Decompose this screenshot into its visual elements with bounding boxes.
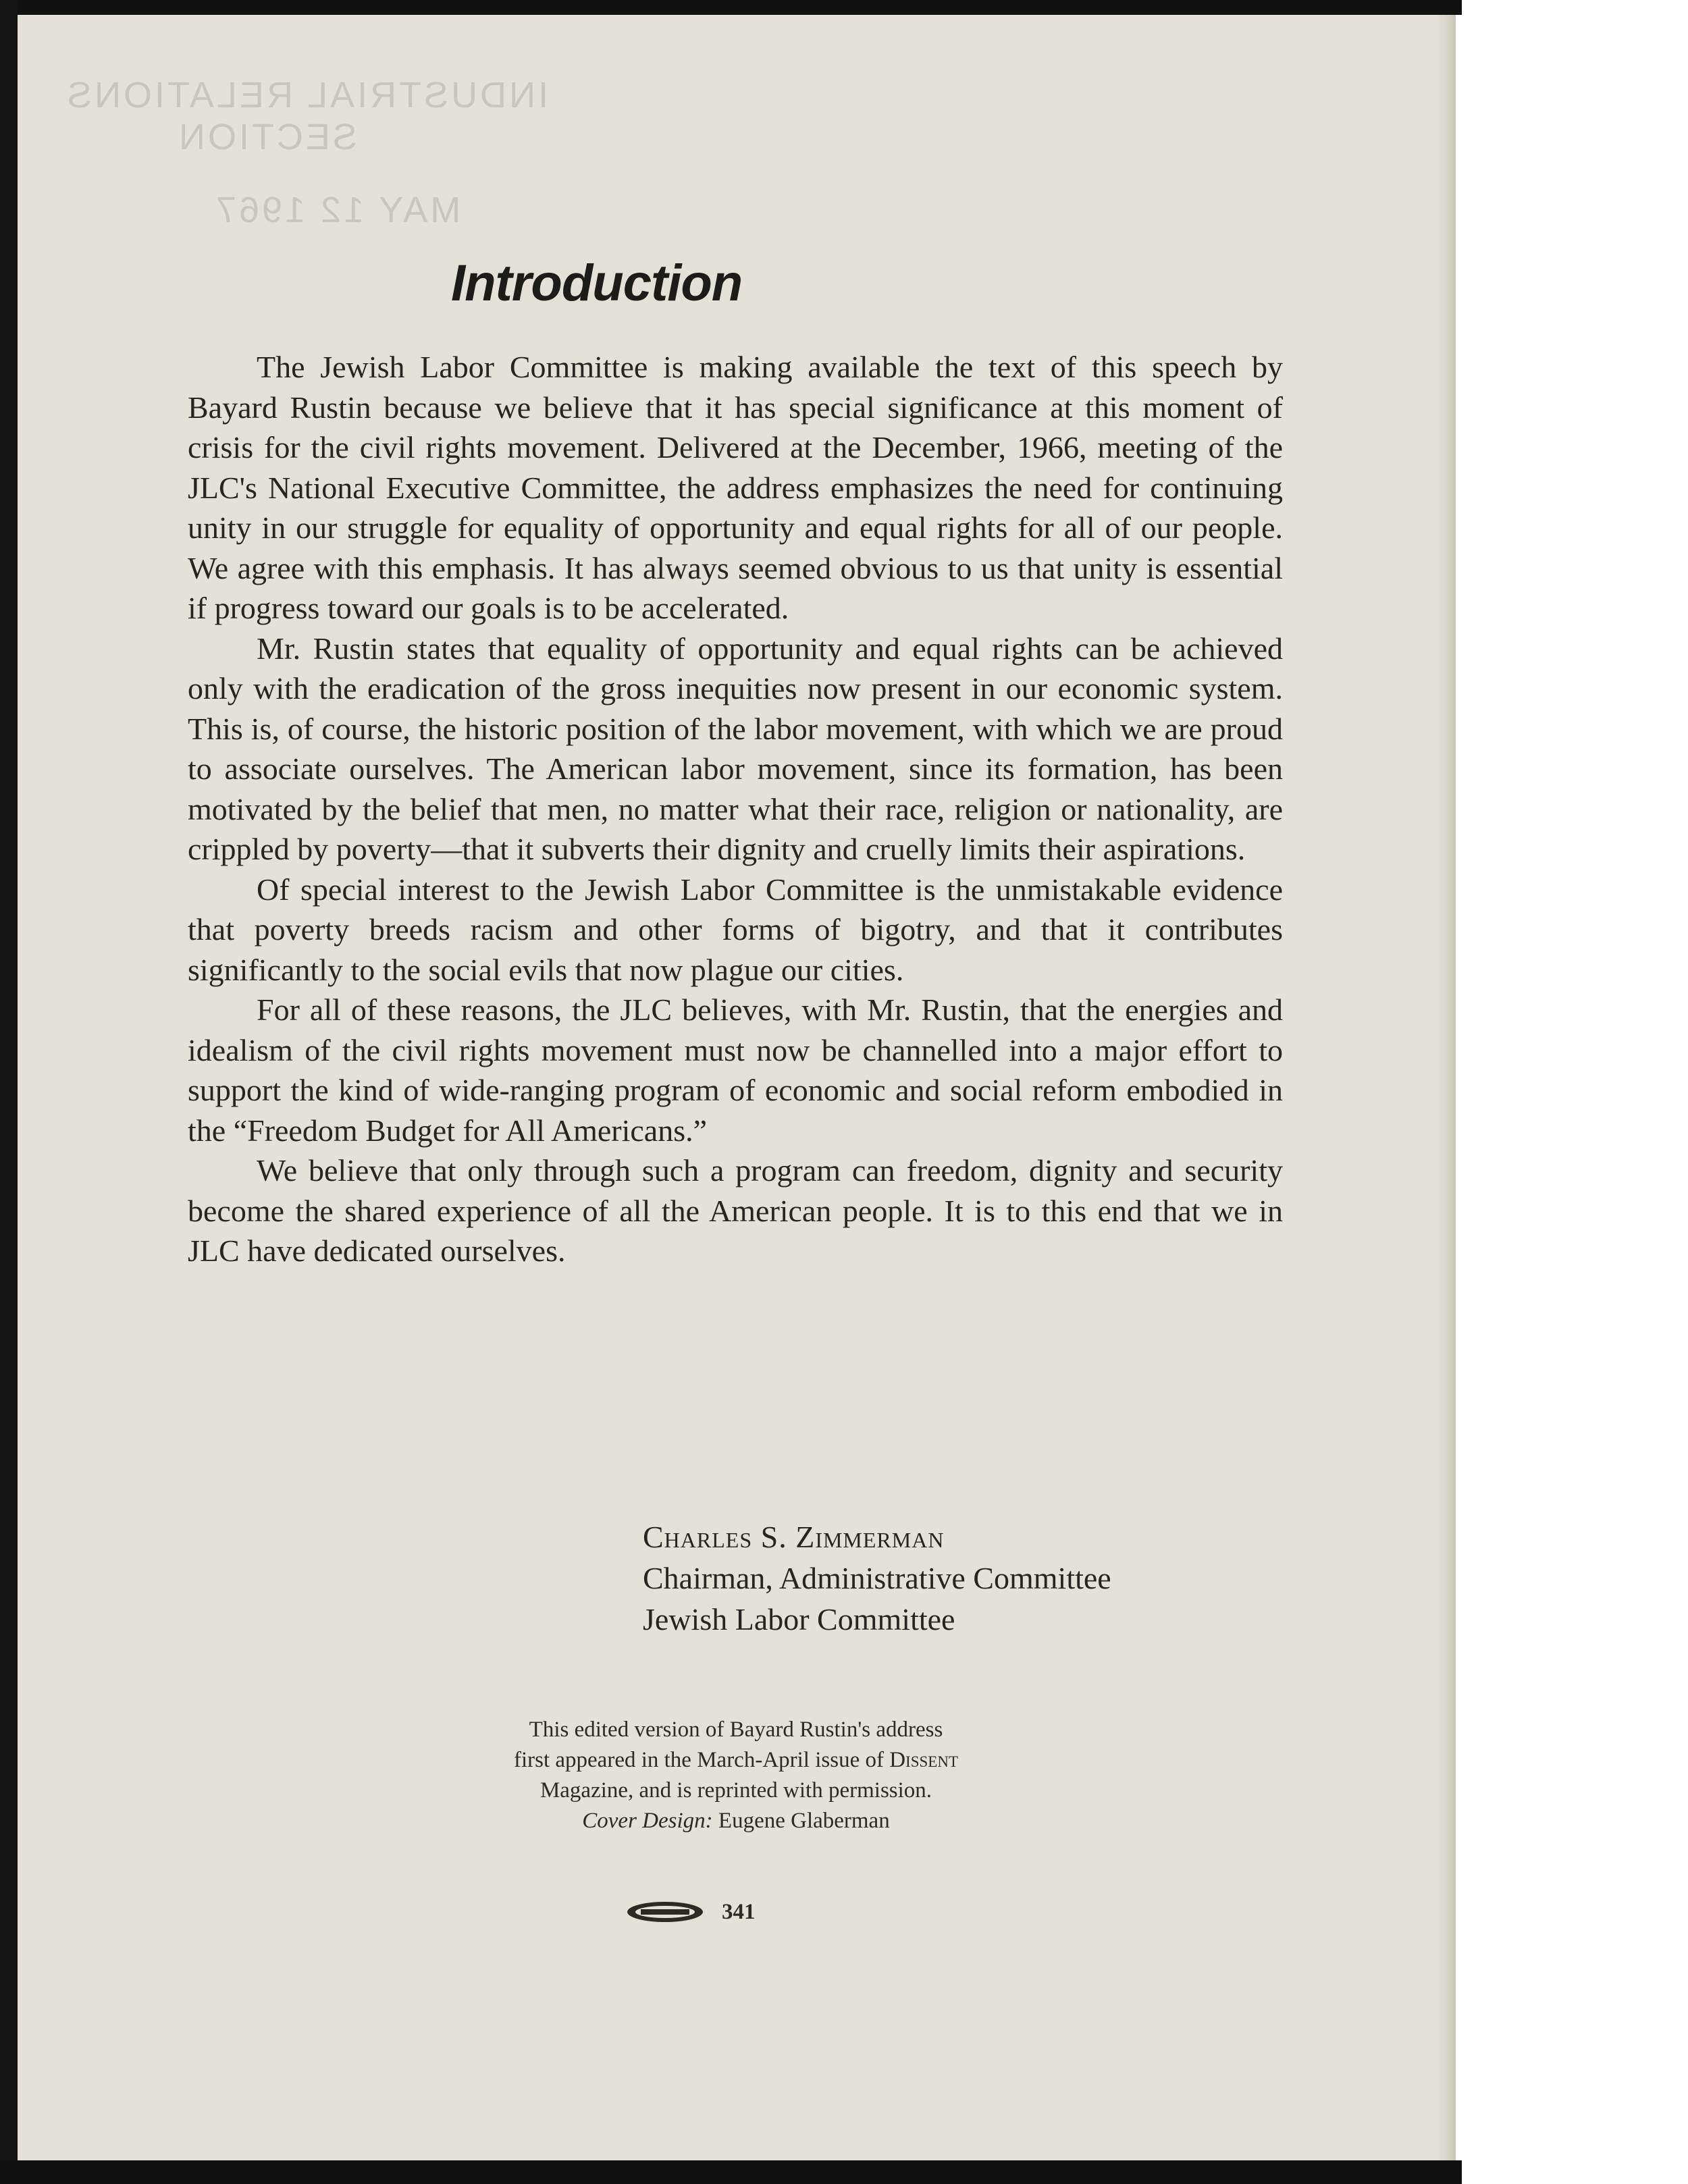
signature-block bbox=[643, 1516, 1111, 1640]
received-stamp-line: SECTION bbox=[176, 117, 358, 157]
paragraph: We believe that only through such a program can freedom, dignity and security become the shared experience of all the American people. It is to this end that we in JLC have dedicated ourselves. bbox=[188, 1153, 1283, 1268]
received-stamp-line: INDUSTRIAL RELATIONS bbox=[65, 75, 549, 115]
received-stamp-date: MAY 12 1967 bbox=[213, 190, 461, 230]
note-line: Magazine, and is reprinted with permission. bbox=[539, 1778, 932, 1803]
scan-border-top bbox=[0, 0, 1462, 15]
union-label-icon bbox=[625, 1898, 706, 1925]
paragraph: The Jewish Labor Committee is making available the text of this speech by Bayard Rustin because we believe that it has special significance at this moment of crisis for the civil rights movement. Delivered at the December, 1966, meeting of the JLC's National Executive Committee, the address emphasizes the need for continuing unity in our struggle for equality of opportunity and equal rights for all of our people. We agree with this emphasis. It has always seemed obvious to us that unity is essential if progress toward our goals is to be accelerated. bbox=[188, 350, 1283, 625]
note-line: This edited version of Bayard Rustin's address bbox=[529, 1717, 943, 1742]
scan-border-bottom bbox=[0, 2160, 1462, 2184]
signatory-organization: Jewish Labor Committee bbox=[643, 1602, 955, 1636]
reprint-note bbox=[378, 1715, 1094, 1836]
page-number: 341 bbox=[722, 1899, 756, 1924]
note-text: first appeared in the March-April issue of bbox=[513, 1748, 890, 1772]
paragraph: For all of these reasons, the JLC believes, with Mr. Rustin, that the energies and idealism of the civil rights movement must now be channelled into a major effort to support the kind of wide-ranging program of economic and social reform embodied in the “Freedom Budget for All Americans.” bbox=[188, 992, 1283, 1148]
cover-credit-label: Cover Design: bbox=[582, 1809, 713, 1833]
page-footer bbox=[625, 1898, 756, 1925]
signatory-title: Chairman, Administrative Committee bbox=[643, 1561, 1111, 1595]
signatory-name: Charles S. Zimmerman bbox=[643, 1520, 945, 1554]
page-fold-shadow bbox=[1435, 15, 1456, 2160]
body-text bbox=[188, 347, 1283, 1271]
paragraph: Of special interest to the Jewish Labor Committee is the unmistakable evidence that poverty breeds racism and other forms of bigotry, and that it contributes significantly to the social evils that now plague our cities. bbox=[188, 872, 1283, 987]
cover-credit-name: Eugene Glaberman bbox=[712, 1809, 890, 1833]
magazine-name: Dissent bbox=[889, 1748, 959, 1772]
page-title: Introduction bbox=[451, 255, 743, 312]
scan-border-left bbox=[0, 0, 18, 2184]
paragraph: Mr. Rustin states that equality of opportunity and equal rights can be achieved only with the eradication of the gross inequities now present in our economic system. This is, of course, the historic position of the labor movement, with which we are proud to associate ourselves. The American labor movement, since its formation, has been motivated by the belief that men, no matter what their race, religion or nationality, are crippled by poverty—that it subverts their dignity and cruelly limits their aspirations. bbox=[188, 631, 1283, 866]
cover-credit bbox=[378, 1806, 1094, 1836]
note-line bbox=[378, 1745, 1094, 1776]
